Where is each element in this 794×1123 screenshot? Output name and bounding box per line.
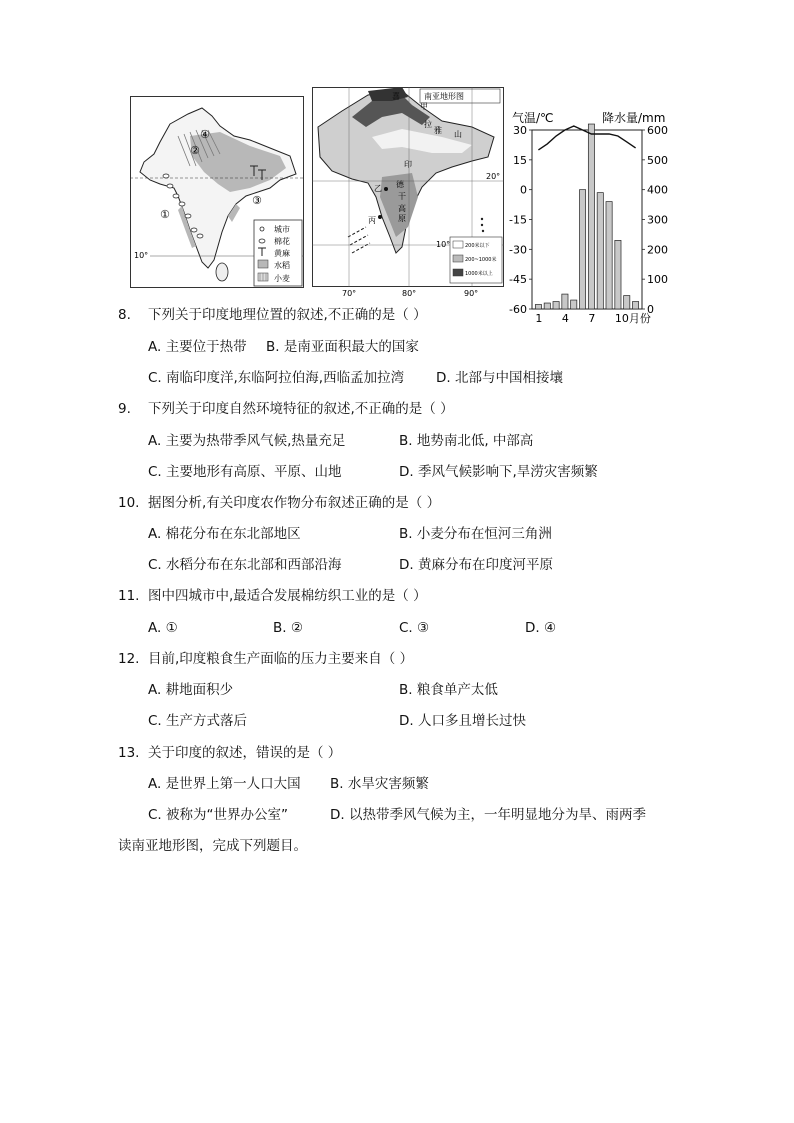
q13-option-a[interactable]: A. 是世界上第一人口大国 (148, 776, 301, 792)
q9-option-a[interactable]: A. 主要为热带季风气候,热量充足 (148, 433, 346, 449)
x-tick-label: 1 (535, 312, 543, 325)
q12-option-b[interactable]: B. 粮食单产太低 (399, 682, 498, 698)
label-yin: 印 (404, 160, 412, 169)
precip-bar (579, 190, 585, 309)
precip-bar (606, 202, 612, 309)
right-tick-label: 500 (647, 153, 668, 167)
label-xi: 喜 (392, 92, 400, 101)
label-yuan: 原 (398, 214, 406, 223)
left-axis-label: 气温/℃ (512, 111, 554, 125)
q8-option-a[interactable]: A. 主要位于热带 (148, 339, 247, 355)
label-la: 拉 (424, 120, 432, 129)
question-text: 目前,印度粮食生产面临的压力主要来自（ ） (148, 651, 414, 667)
legend-city: 城市 (274, 225, 290, 234)
legend-mid: 200~1000米 (465, 257, 497, 263)
q8-option-c[interactable]: C. 南临印度洋,东临阿拉伯海,西临孟加拉湾 (148, 370, 405, 386)
city-marker-3: ③ (252, 194, 262, 207)
q10-option-b[interactable]: B. 小麦分布在恒河三角洲 (399, 526, 552, 542)
question-text: 图中四城市中,最适合发展棉纺织工业的是（ ） (148, 588, 427, 604)
precip-bar (597, 193, 603, 309)
q9-option-d[interactable]: D. 季风气候影响下,旱涝灾害频繁 (399, 464, 598, 480)
legend-wheat: 小麦 (274, 274, 290, 283)
legend-cotton: 棉花 (274, 237, 290, 246)
label-gan: 干 (398, 192, 406, 201)
question-8-stem (118, 306, 427, 324)
q13-option-d[interactable]: D. 以热带季风气候为主，一年明显地分为旱、雨两季 (330, 807, 646, 823)
q10-option-c[interactable]: C. 水稻分布在东北部和西部沿海 (148, 557, 342, 573)
question-number: 13. (118, 745, 140, 761)
terrain-map-title: 南亚地形图 (424, 92, 464, 101)
precip-bar (624, 296, 630, 309)
q12-option-d[interactable]: D. 人口多且增长过快 (399, 713, 526, 729)
precip-bar (588, 124, 594, 309)
question-number: 9. (118, 401, 131, 417)
label-gao: 高 (398, 204, 406, 213)
lon-90: 90° (464, 289, 479, 298)
q10-option-d[interactable]: D. 黄麻分布在印度河平原 (399, 557, 553, 573)
lon-70: 70° (342, 289, 357, 298)
left-tick-label: 15 (513, 153, 527, 167)
legend-jute: 黄麻 (274, 249, 290, 258)
label-de: 德 (396, 180, 404, 189)
label-ya: 雅 (434, 126, 442, 135)
label-jia: 甲 (420, 102, 428, 111)
legend-high: 1000米以上 (465, 271, 493, 277)
right-tick-label: 600 (647, 124, 668, 137)
left-tick-label: -45 (509, 273, 527, 287)
q8-option-b[interactable]: B. 是南亚面积最大的国家 (266, 339, 419, 355)
q11-option-c[interactable]: C. ③ (399, 620, 430, 636)
instruction-text: 读南亚地形图，完成下列题目。 (118, 838, 307, 854)
q12-option-c[interactable]: C. 生产方式落后 (148, 713, 248, 729)
q9-option-c[interactable]: C. 主要地形有高原、平原、山地 (148, 464, 342, 480)
q12-option-a[interactable]: A. 耕地面积少 (148, 682, 234, 698)
q11-option-a[interactable]: A. ① (148, 620, 178, 636)
question-11-stem (118, 587, 427, 605)
label-shan: 山 (454, 130, 462, 139)
q8-option-d[interactable]: D. 北部与中国相接壤 (436, 370, 563, 386)
precip-bar (535, 305, 541, 309)
plot-frame (532, 130, 642, 309)
lon-80: 80° (402, 289, 417, 298)
right-tick-label: 400 (647, 183, 668, 197)
question-number: 12. (118, 651, 140, 667)
q13-option-b[interactable]: B. 水旱灾害频繁 (330, 776, 429, 792)
question-13-stem (118, 744, 341, 762)
city-marker-4: ④ (200, 128, 210, 141)
question-number: 11. (118, 588, 140, 604)
precip-bar (615, 240, 621, 309)
precip-bar (632, 302, 638, 309)
city-marker-2: ② (190, 144, 200, 157)
lat-label: 10° (134, 251, 149, 260)
legend-rice: 水稻 (274, 261, 290, 270)
question-number: 10. (118, 495, 140, 511)
right-tick-label: 300 (647, 213, 668, 227)
climate-chart (508, 108, 670, 326)
right-tick-label: 0 (647, 303, 654, 316)
precip-bar (571, 300, 577, 309)
q13-option-c[interactable]: C. 被称为“世界办公室” (148, 807, 288, 823)
precip-bar (562, 294, 568, 309)
question-9-stem (118, 400, 454, 418)
lat-20: 20° (486, 172, 501, 181)
right-tick-label: 200 (647, 243, 668, 257)
legend-low: 200米以下 (465, 243, 490, 249)
x-tick-label: 4 (561, 312, 569, 325)
left-tick-label: -30 (509, 243, 527, 257)
city-marker-1: ① (160, 208, 170, 221)
right-axis-label: 降水量/mm (602, 111, 666, 125)
question-text: 下列关于印度自然环境特征的叙述,不正确的是（ ） (148, 401, 454, 417)
right-tick-label: 100 (647, 273, 668, 287)
q11-option-d[interactable]: D. ④ (525, 620, 557, 636)
india-crop-map (130, 96, 304, 288)
left-tick-label: 0 (520, 183, 527, 197)
left-tick-label: -15 (509, 213, 527, 227)
question-10-stem (118, 494, 440, 512)
x-tick-label: 10月份 (614, 312, 651, 325)
question-text: 下列关于印度地理位置的叙述,不正确的是（ ） (148, 307, 427, 323)
label-yi: 乙 (374, 184, 382, 193)
label-bing: 丙 (368, 216, 376, 225)
q11-option-b[interactable]: B. ② (273, 620, 303, 636)
question-text: 关于印度的叙述，错误的是（ ） (148, 745, 342, 761)
q10-option-a[interactable]: A. 棉花分布在东北部地区 (148, 526, 301, 542)
q9-option-b[interactable]: B. 地势南北低, 中部高 (399, 433, 534, 449)
lat-10: 10° (436, 240, 451, 249)
question-number: 8. (118, 307, 131, 323)
left-tick-label: 30 (513, 124, 527, 137)
left-tick-label: -60 (509, 303, 527, 316)
precip-bar (544, 303, 550, 309)
x-tick-label: 7 (588, 312, 596, 325)
question-text: 据图分析,有关印度农作物分布叙述正确的是（ ） (148, 495, 441, 511)
south-asia-terrain-map (312, 87, 504, 298)
precip-bar (553, 302, 559, 309)
question-12-stem (118, 650, 413, 668)
